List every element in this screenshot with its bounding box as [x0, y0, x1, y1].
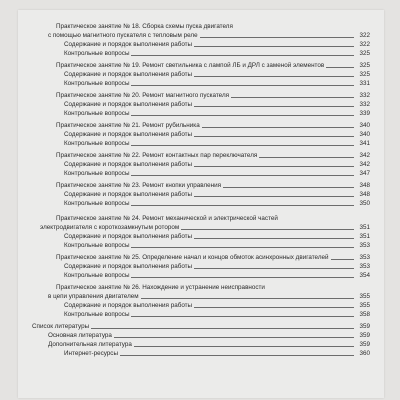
toc-leader-line	[131, 85, 354, 86]
toc-entry-title: Дополнительная литература	[48, 341, 132, 348]
toc-page-number: 341	[359, 140, 370, 147]
toc-entry-title: Контрольные вопросы	[64, 50, 130, 57]
toc-leader-line	[131, 205, 354, 206]
toc-entry-title: Практическое занятие № 22. Ремонт контактных пар переключателя	[56, 152, 258, 159]
toc-leader-line	[194, 136, 354, 137]
toc-leader-line	[194, 106, 354, 107]
toc-leader-line	[131, 247, 354, 248]
toc-entry-title: Содержание и порядок выполнения работы	[64, 302, 193, 309]
toc-leader-line	[131, 316, 354, 317]
toc-page-number: 340	[359, 131, 370, 138]
toc-leader-line	[131, 277, 354, 278]
toc-entry-title: Практическое занятие № 21. Ремонт рубильника	[56, 122, 200, 129]
toc-entry-title: Практическое занятие № 23. Ремонт кнопки управления	[56, 182, 222, 189]
toc-page-number: 342	[359, 161, 370, 168]
toc-leader-line	[141, 298, 354, 299]
toc-leader-line	[120, 355, 354, 356]
toc-entry-title: Практическое занятие № 19. Ремонт светильника с лампой ЛБ и ДРЛ с заменой элементов	[56, 62, 325, 69]
toc-page-number: 340	[359, 122, 370, 129]
toc-entry-title: Контрольные вопросы	[64, 272, 130, 279]
toc-leader-line	[202, 127, 354, 128]
toc-page-number: 348	[359, 191, 370, 198]
toc-entry-title: Содержание и порядок выполнения работы	[64, 263, 193, 270]
toc-entry	[64, 168, 370, 178]
toc-page-number: 355	[359, 302, 370, 309]
toc-leader-line	[194, 166, 354, 167]
toc-leader-line	[131, 175, 354, 176]
toc-page-number: 353	[359, 242, 370, 249]
toc-page-number: 359	[359, 323, 370, 330]
toc-page-number: 355	[359, 293, 370, 300]
toc-entry-title: Контрольные вопросы	[64, 110, 130, 117]
toc-entry	[64, 78, 370, 88]
toc-leader-line	[131, 55, 354, 56]
toc-entry	[64, 198, 370, 208]
toc-leader-line	[194, 196, 354, 197]
toc-leader-line	[331, 259, 354, 260]
toc-page-number: 359	[359, 332, 370, 339]
toc-entry	[64, 348, 370, 358]
toc-page-number: 353	[359, 254, 370, 261]
toc-leader-line	[91, 328, 354, 329]
toc-page-number: 325	[359, 71, 370, 78]
toc-entry-title: Контрольные вопросы	[64, 200, 130, 207]
toc-entry-title: Содержание и порядок выполнения работы	[64, 41, 193, 48]
toc-entry-title: Контрольные вопросы	[64, 80, 130, 87]
toc-page-number: 351	[359, 233, 370, 240]
toc-entry-title: Контрольные вопросы	[64, 311, 130, 318]
toc-entry-title: с помощью магнитного пускателя с тепловым реле	[48, 32, 198, 39]
toc-page-number: 322	[359, 32, 370, 39]
toc-entry-title: Практическое занятие № 25. Определение начал и концов обмоток асинхронных двигателей	[56, 254, 329, 261]
toc-leader-line	[194, 76, 354, 77]
toc-page-number: 331	[359, 80, 370, 87]
toc-page-number: 351	[359, 224, 370, 231]
toc-leader-line	[114, 337, 354, 338]
toc-entry-title: Содержание и порядок выполнения работы	[64, 161, 193, 168]
toc-leader-line	[223, 187, 354, 188]
toc-leader-line	[200, 37, 354, 38]
toc-entry-title: Практическое занятие № 26. Нахождение и устранение неисправности	[56, 284, 265, 291]
toc-entry-title: Основная литература	[48, 332, 112, 339]
toc-page-number: 360	[359, 350, 370, 357]
toc-entry	[64, 108, 370, 118]
toc-leader-line	[194, 307, 354, 308]
toc-entry-title: Содержание и порядок выполнения работы	[64, 131, 193, 138]
toc-entry-title: Практическое занятие № 20. Ремонт магнитного пускателя	[56, 92, 230, 99]
toc-leader-line	[259, 157, 354, 158]
toc-page-number: 358	[359, 311, 370, 318]
toc-page-number: 350	[359, 200, 370, 207]
toc-leader-line	[194, 238, 354, 239]
toc-entry-title: Содержание и порядок выполнения работы	[64, 101, 193, 108]
toc-page-number: 342	[359, 152, 370, 159]
toc-page-number: 354	[359, 272, 370, 279]
toc-page-number: 339	[359, 110, 370, 117]
toc-leader-line	[134, 346, 354, 347]
toc-leader-line	[131, 115, 354, 116]
toc-entry-title: Список литературы	[32, 323, 90, 330]
toc-leader-line	[194, 46, 354, 47]
toc-leader-line	[131, 145, 354, 146]
toc-page-number: 332	[359, 101, 370, 108]
toc-entry	[64, 270, 370, 280]
toc-leader-line	[326, 67, 354, 68]
toc-entry-title: Контрольные вопросы	[64, 170, 130, 177]
toc-page-number: 332	[359, 92, 370, 99]
toc-entry-title: Интернет-ресурсы	[64, 350, 118, 357]
toc-entry-title: в цепи управления двигателем	[48, 293, 139, 300]
toc-entry-title: электродвигателя с короткозамкнутым ротором	[40, 224, 180, 231]
toc-entry-title: Практическое занятие № 18. Сборка схемы пуска двигателя	[56, 23, 233, 30]
toc-entry-title: Содержание и порядок выполнения работы	[64, 233, 193, 240]
toc-entry-title: Контрольные вопросы	[64, 242, 130, 249]
toc-entry-title: Контрольные вопросы	[64, 140, 130, 147]
toc-page-number: 347	[359, 170, 370, 177]
toc-entry-title: Практическое занятие № 24. Ремонт механической и электрической частей	[56, 215, 278, 222]
toc-entry	[64, 309, 370, 319]
toc-leader-line	[194, 268, 354, 269]
toc-page-number: 348	[359, 182, 370, 189]
toc-entry-title: Содержание и порядок выполнения работы	[64, 191, 193, 198]
toc-leader-line	[181, 229, 354, 230]
toc-page-number: 359	[359, 341, 370, 348]
toc-entry	[64, 48, 370, 58]
toc-entry-title: Содержание и порядок выполнения работы	[64, 71, 193, 78]
toc-leader-line	[231, 97, 354, 98]
toc-page-number: 325	[359, 50, 370, 57]
book-page	[18, 10, 384, 398]
toc-entry	[64, 240, 370, 250]
toc-page-number: 322	[359, 41, 370, 48]
toc-page-number: 353	[359, 263, 370, 270]
toc-page-number: 325	[359, 62, 370, 69]
toc-entry	[64, 138, 370, 148]
